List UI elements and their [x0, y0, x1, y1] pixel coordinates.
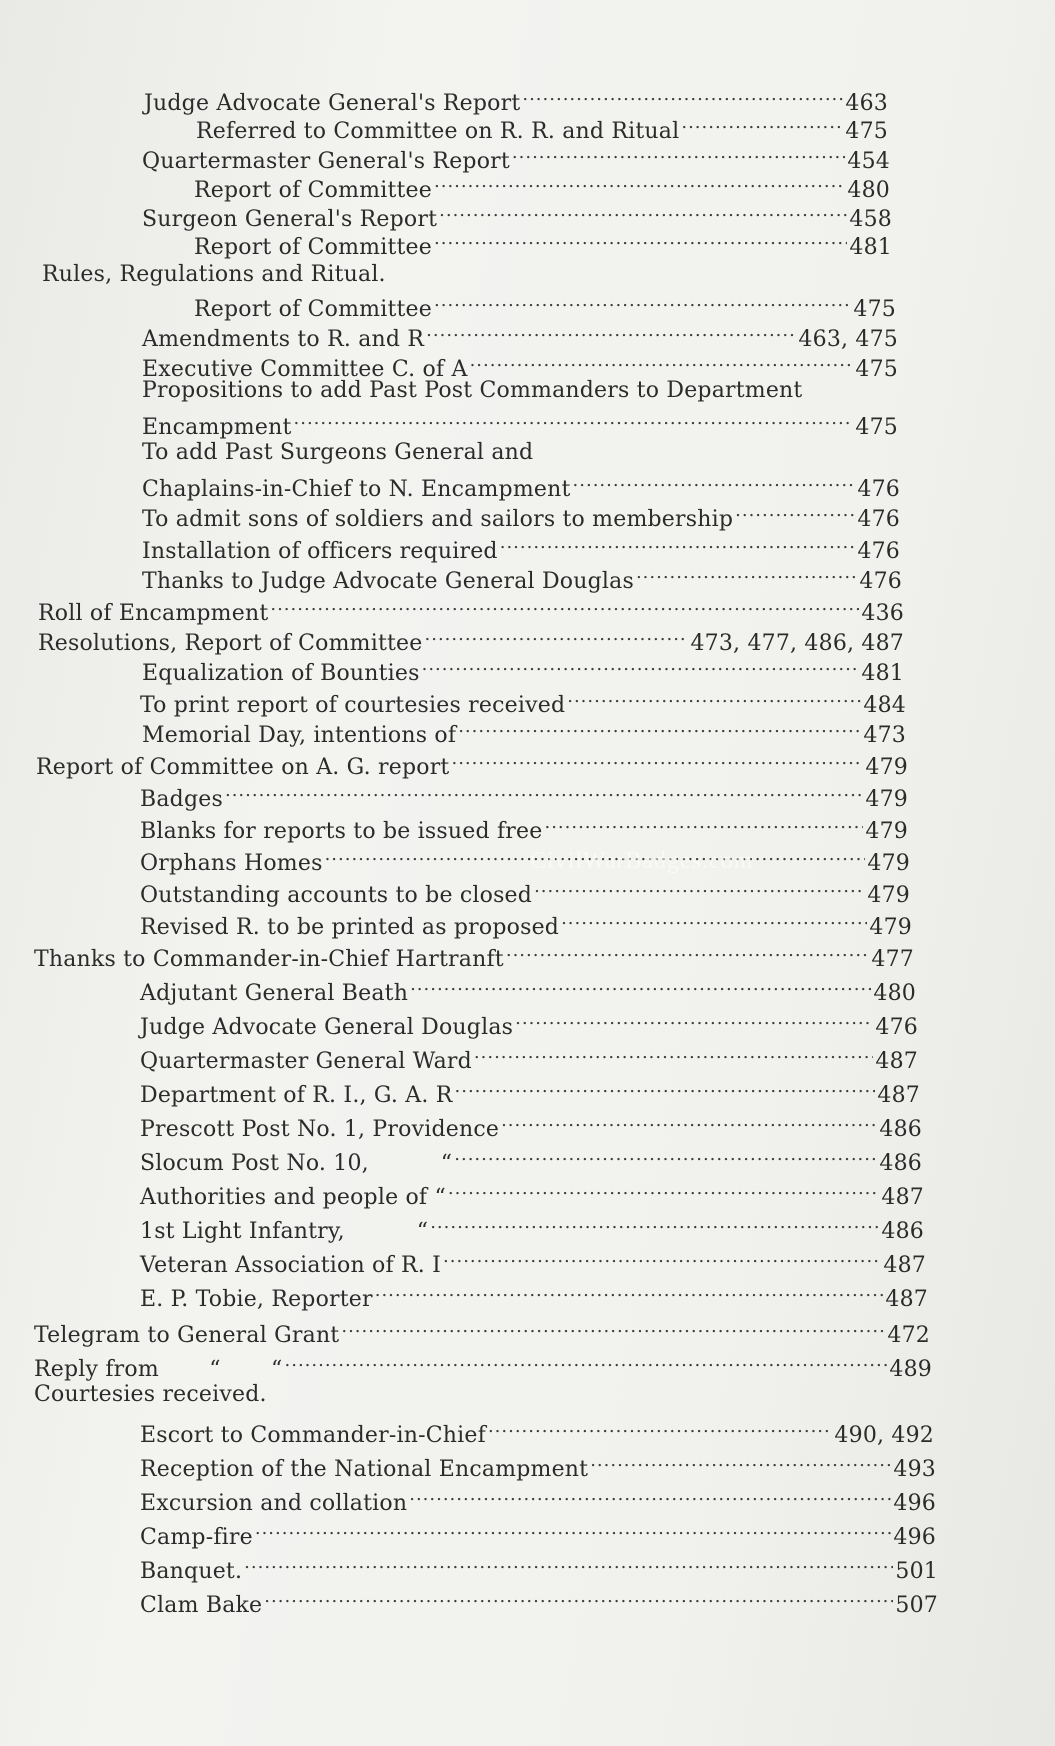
dot-leader [285, 1350, 888, 1376]
index-entry [140, 1008, 918, 1041]
index-heading: Propositions to add Past Post Commanders to Department [142, 378, 803, 403]
entry-label: Judge Advocate General's Report [144, 91, 521, 116]
index-entry [142, 562, 902, 595]
entry-page: 475 [855, 357, 898, 382]
dot-leader [439, 200, 847, 226]
entry-page: 463, 475 [798, 327, 898, 352]
entry-label: Report of Committee [194, 297, 433, 322]
dot-leader [500, 532, 856, 558]
entry-label: Report of Committee on A. G. report [36, 755, 450, 780]
entry-page: 487 [885, 1287, 928, 1312]
dot-leader [434, 290, 851, 316]
index-entry [140, 844, 910, 877]
entry-page: 475 [853, 297, 896, 322]
entry-page: 479 [865, 755, 908, 780]
entry-label: Reply from “ “ [34, 1357, 283, 1382]
index-entry [194, 228, 892, 261]
entry-label: Executive Committee C. of A [142, 357, 468, 382]
entry-label: Report of Committee [194, 178, 433, 203]
dot-leader [681, 112, 843, 138]
dot-leader [341, 1316, 885, 1342]
entry-label: Thanks to Judge Advocate General Douglas [142, 569, 634, 594]
entry-page: 475 [845, 119, 888, 144]
entry-label: Referred to Committee on R. R. and Ritual [196, 119, 680, 144]
entry-label: Report of Committee [194, 235, 433, 260]
entry-label: Roll of Encampment [38, 601, 269, 626]
entry-page: 486 [879, 1117, 922, 1142]
index-heading: Rules, Regulations and Ritual. [42, 262, 386, 287]
entry-page: 476 [857, 539, 900, 564]
dot-leader [501, 1110, 877, 1136]
entry-label: Surgeon General's Report [142, 207, 438, 232]
entry-label: Outstanding accounts to be closed [140, 883, 533, 908]
dot-leader [434, 228, 847, 254]
dot-leader [534, 876, 865, 902]
index-entry [140, 1042, 918, 1075]
entry-label: 1st Light Infantry, “ [140, 1219, 429, 1244]
entry-page: 489 [889, 1357, 932, 1382]
index-entry [140, 812, 908, 845]
entry-page: 476 [875, 1015, 918, 1040]
index-entry [38, 594, 904, 627]
index-entry [38, 624, 904, 657]
index-heading: Courtesies received. [34, 1382, 267, 1407]
dot-leader [474, 1042, 873, 1068]
dot-leader [425, 624, 689, 650]
entry-label: Reception of the National Encampment [140, 1457, 589, 1482]
dot-leader [512, 142, 846, 168]
index-entry [142, 408, 898, 441]
entry-label: Department of R. I., G. A. R [140, 1083, 453, 1108]
entry-page: 475 [855, 415, 898, 440]
watermark-text: CivilWarBadges.com [530, 848, 754, 874]
entry-page: 480 [873, 981, 916, 1006]
index-entry [142, 532, 900, 565]
entry-page: 487 [875, 1049, 918, 1074]
entry-page: 436 [861, 601, 904, 626]
entry-page: 496 [893, 1525, 936, 1550]
index-entry [34, 940, 914, 973]
entry-page: 476 [859, 569, 902, 594]
entry-page: 496 [893, 1491, 936, 1516]
dot-leader [544, 812, 863, 838]
entry-label: Quartermaster General Ward [140, 1049, 472, 1074]
entry-label: Resolutions, Report of Committee [38, 631, 423, 656]
entry-label: Prescott Post No. 1, Providence [140, 1117, 500, 1142]
index-entry [36, 748, 908, 781]
entry-page: 479 [867, 883, 910, 908]
index-entry [140, 1586, 938, 1619]
index-entry [140, 780, 908, 813]
entry-page: 473, 477, 486, 487 [690, 631, 904, 656]
entry-page: 479 [865, 819, 908, 844]
entry-label: Camp-fire [140, 1525, 253, 1550]
index-entry [140, 1484, 936, 1517]
entry-page: 487 [883, 1253, 926, 1278]
dot-leader [434, 171, 845, 197]
dot-leader [590, 1450, 891, 1476]
index-entry [194, 290, 896, 323]
index-entry [140, 1450, 936, 1483]
dot-leader [470, 350, 854, 376]
index-entry [140, 876, 910, 909]
dot-leader [410, 974, 871, 1000]
dot-leader [561, 908, 867, 934]
entry-page: 486 [879, 1151, 922, 1176]
index-entry [140, 686, 906, 719]
index-entry [140, 1416, 934, 1449]
dot-leader [294, 408, 854, 434]
entry-label: Excursion and collation [140, 1491, 408, 1516]
dot-leader [567, 686, 861, 712]
entry-page: 472 [887, 1323, 930, 1348]
entry-label: Thanks to Commander-in-Chief Hartranft [34, 947, 504, 972]
entry-label: Blanks for reports to be issued free [140, 819, 543, 844]
dot-leader [506, 940, 870, 966]
index-entry [142, 654, 904, 687]
entry-label: E. P. Tobie, Reporter [140, 1287, 373, 1312]
index-entry [140, 1144, 922, 1177]
index-entry [140, 908, 912, 941]
entry-label: Orphans Homes [140, 851, 323, 876]
dot-leader [636, 562, 857, 588]
entry-page: 477 [871, 947, 914, 972]
entry-label: Clam Bake [140, 1593, 263, 1618]
entry-page: 476 [857, 507, 900, 532]
index-entry [142, 320, 898, 353]
entry-label: Escort to Commander-in-Chief [140, 1423, 486, 1448]
entry-label: Adjutant General Beath [140, 981, 409, 1006]
dot-leader [264, 1586, 893, 1612]
entry-page: 458 [849, 207, 892, 232]
dot-leader [255, 1518, 892, 1544]
index-entry [34, 1316, 930, 1349]
dot-leader [454, 1144, 877, 1170]
entry-label: Revised R. to be printed as proposed [140, 915, 560, 940]
index-entry [140, 1518, 936, 1551]
entry-label: Amendments to R. and R [142, 327, 425, 352]
entry-page: 481 [861, 661, 904, 686]
dot-leader [451, 748, 863, 774]
entry-page: 487 [877, 1083, 920, 1108]
dot-leader [458, 716, 861, 742]
entry-label: Memorial Day, intentions of [142, 723, 457, 748]
entry-label: Quartermaster General's Report [142, 149, 510, 174]
dot-leader [443, 1246, 881, 1272]
index-entry [140, 1178, 924, 1211]
entry-label: Telegram to General Grant [34, 1323, 340, 1348]
dot-leader [375, 1280, 884, 1306]
dot-leader [409, 1484, 891, 1510]
index-entry [196, 112, 888, 145]
entry-label: Installation of officers required [142, 539, 498, 564]
index-entry [140, 1076, 920, 1109]
entry-page: 501 [895, 1559, 938, 1584]
dot-leader [522, 84, 843, 110]
dot-leader [270, 594, 859, 620]
entry-page: 493 [893, 1457, 936, 1482]
entry-page: 480 [847, 178, 890, 203]
dot-leader [448, 1178, 879, 1204]
dot-leader [515, 1008, 873, 1034]
dot-leader [426, 320, 796, 346]
index-entry [142, 716, 906, 749]
entry-page: 476 [857, 477, 900, 502]
index-entry [142, 500, 900, 533]
entry-page: 479 [865, 787, 908, 812]
entry-page: 463 [845, 91, 888, 116]
entry-label: Authorities and people of “ [140, 1185, 446, 1210]
index-entry [140, 974, 916, 1007]
entry-label: Equalization of Bounties [142, 661, 420, 686]
entry-page: 481 [849, 235, 892, 260]
dot-leader [573, 470, 856, 496]
entry-page: 454 [847, 149, 890, 174]
entry-label: To print report of courtesies received [140, 693, 566, 718]
index-entry [140, 1212, 924, 1245]
entry-label: Encampment [142, 415, 292, 440]
index-entry [142, 470, 900, 503]
index-entry [34, 1350, 932, 1383]
entry-page: 507 [895, 1593, 938, 1618]
entry-page: 479 [867, 851, 910, 876]
entry-page: 473 [863, 723, 906, 748]
index-entry [140, 1280, 928, 1313]
entry-label: Banquet. [140, 1559, 243, 1584]
dot-leader [455, 1076, 876, 1102]
entry-label: Veteran Association of R. I [140, 1253, 442, 1278]
entry-page: 486 [881, 1219, 924, 1244]
entry-label: Chaplains-in-Chief to N. Encampment [142, 477, 571, 502]
entry-page: 490, 492 [834, 1423, 934, 1448]
entry-page: 479 [869, 915, 912, 940]
dot-leader [422, 654, 860, 680]
index-entry [140, 1246, 926, 1279]
dot-leader [430, 1212, 879, 1238]
entry-label: To admit sons of soldiers and sailors to membership [142, 507, 734, 532]
index-entry [140, 1552, 938, 1585]
dot-leader [488, 1416, 832, 1442]
entry-label: Judge Advocate General Douglas [140, 1015, 514, 1040]
index-heading: To add Past Surgeons General and [142, 440, 534, 465]
entry-page: 487 [881, 1185, 924, 1210]
entry-label: Badges [140, 787, 223, 812]
entry-label: Slocum Post No. 10, “ [140, 1151, 453, 1176]
dot-leader [735, 500, 855, 526]
dot-leader [225, 780, 863, 806]
index-entry [140, 1110, 922, 1143]
entry-page: 484 [863, 693, 906, 718]
dot-leader [244, 1552, 893, 1578]
